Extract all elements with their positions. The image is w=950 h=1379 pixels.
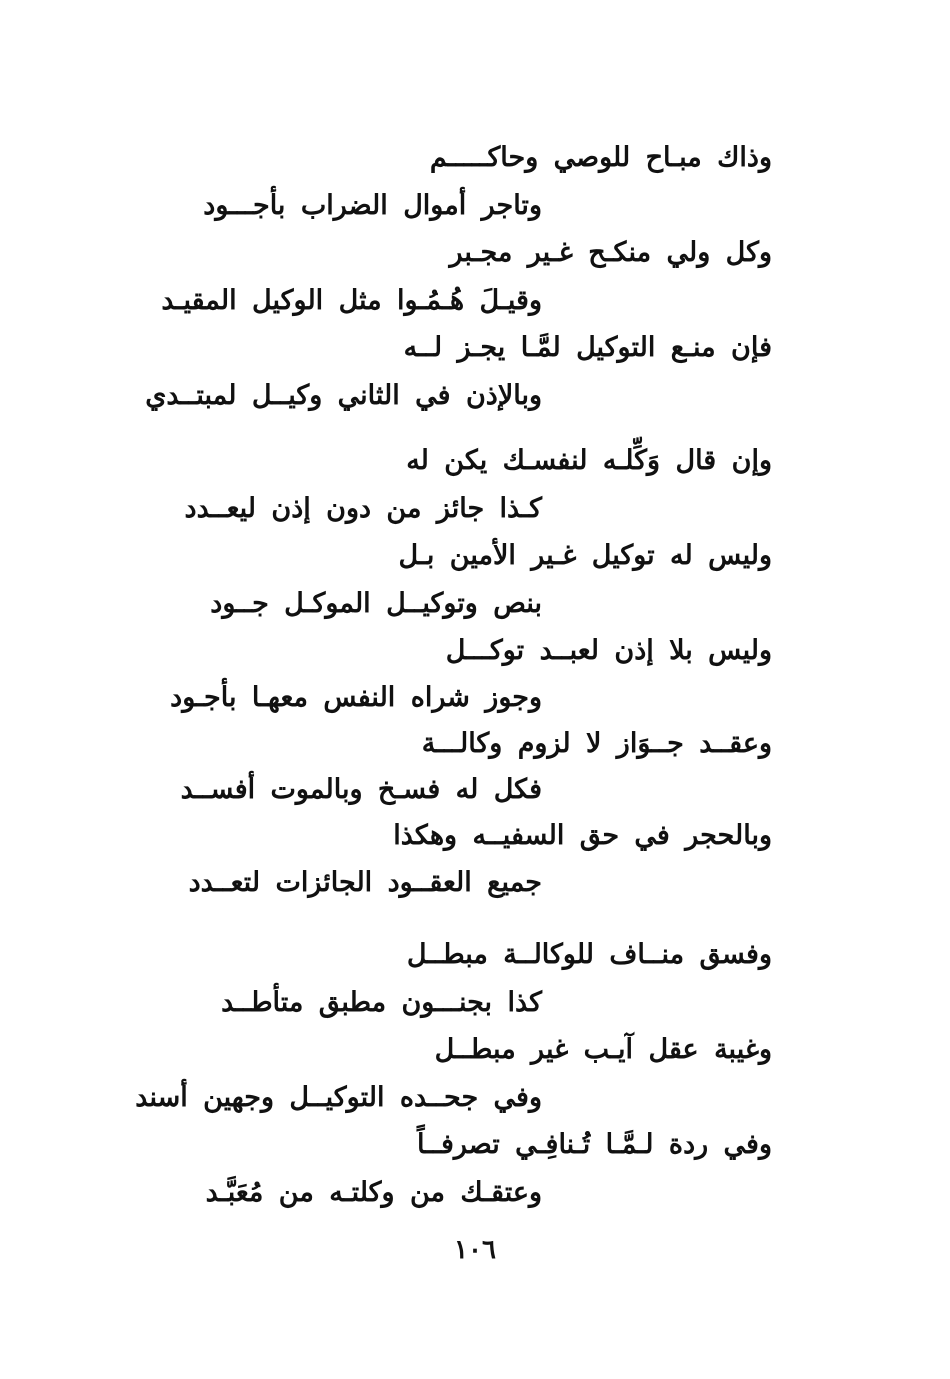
verse-10-second-hemistich: وفي جحــده التوكيــل وجهين أسند [135, 1082, 542, 1113]
verse-5-first-hemistich: وليس له توكيل غـير الأمين بـل [398, 540, 772, 571]
verse-1-second-hemistich: وتاجر أموال الضراب بأجـــود [203, 190, 542, 221]
verse-6-first-hemistich: وليس بلا إذن لعبــد توكـــل [445, 635, 772, 666]
verse-3-second-hemistich: وبالإذن في الثاني وكيــل لمبتــدي [145, 380, 542, 411]
verse-1-first-hemistich: وذاك مبـاح للوصي وحاكـــــم [429, 142, 772, 173]
verse-5-second-hemistich: بنص وتوكيــل الموكـل جــود [210, 588, 542, 619]
verse-11-second-hemistich: وعتقـك من وكلتـه من مُعَبَّـد [205, 1177, 542, 1208]
verse-7-second-hemistich: فكل له فسـخ وبالموت أفســد [180, 774, 542, 805]
verse-4-first-hemistich: وإن قال وَكِّلـه لنفسـك يكن له [406, 445, 772, 476]
verse-8-second-hemistich: جميع العقــود الجائزات لتعــدد [188, 867, 542, 898]
verse-9-first-hemistich: وفسق منــاف للوكالــة مبطــل [406, 939, 772, 970]
verse-6-second-hemistich: وجوز شراه النفس معهـا بأجـود [170, 682, 542, 713]
verse-2-first-hemistich: وكل ولي منكـح غـير مجـبر [449, 237, 772, 268]
verse-3-first-hemistich: فإن منـع التوكيل لمَّـا يجـز لــه [403, 332, 772, 363]
verse-9-second-hemistich: كذا بجنـــون مطبق متأطــد [221, 987, 542, 1018]
verse-11-first-hemistich: وفي ردة لـمَّـا تُـنافِـي تصرفــاً [416, 1129, 772, 1160]
verse-8-first-hemistich: وبالحجر في حق السفيــه وهكذا [393, 820, 772, 851]
verse-4-second-hemistich: كـذا جائز من دون إذن ليعــدد [184, 493, 542, 524]
page-number: ١٠٦ [454, 1235, 496, 1265]
verse-7-first-hemistich: وعقــد جــوَاز لا لزوم وكالـــة [421, 728, 772, 759]
verse-10-first-hemistich: وغيبة عقل آيـب غير مبطــل [434, 1034, 772, 1065]
verse-2-second-hemistich: وقيـلَ هُـمُـوا مثل الوكيل المقيـد [161, 285, 542, 316]
